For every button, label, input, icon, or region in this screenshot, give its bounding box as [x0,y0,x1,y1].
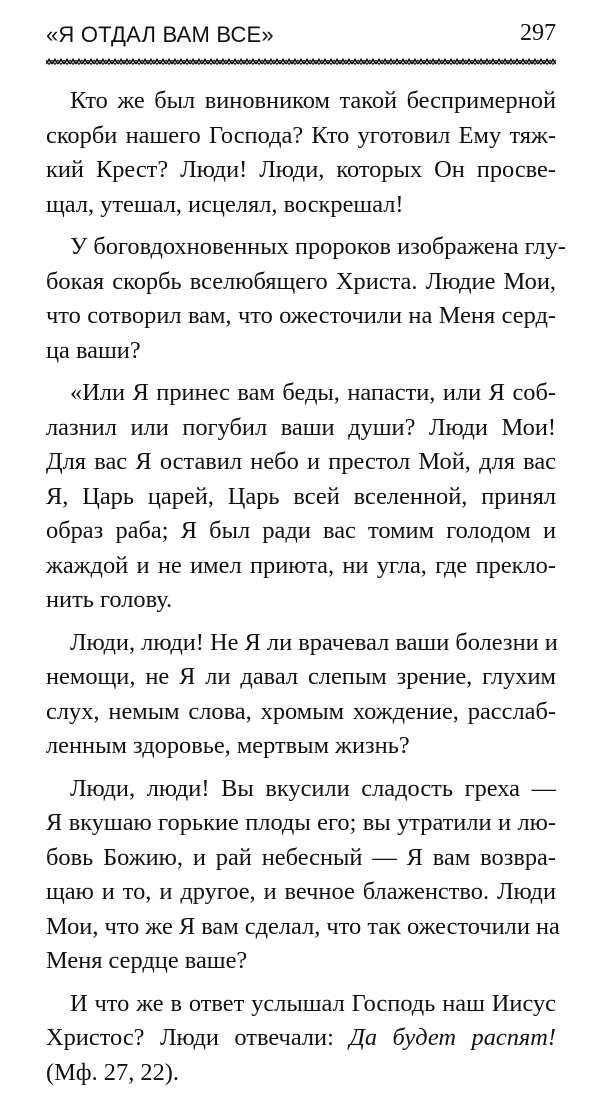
text-line: Я, Царь царей, Царь всей вселенной, принял [46,482,556,510]
text-line: Мои, что же Я вам сделал, что так ожесточили на [46,912,560,940]
text-line: Люди, люди! Вы вкусили сладость греха — [70,774,556,802]
text-line: И что же в ответ услышал Господь наш Иисус [70,989,556,1017]
page-number: 297 [520,20,556,46]
text-line: лазнил или погубил ваши души? Люди Мои! [46,413,556,441]
citation: (Мф. 27, 22). [46,1058,180,1086]
text-run: Христос? Люди отвечали: [46,1024,350,1051]
text-line: ца ваши? [46,336,141,364]
running-title: «Я ОТДАЛ ВАМ ВСЕ» [46,22,274,47]
text-line: бокая скорбь вселюбящего Христа. Людие Мои, [46,267,556,295]
text-line: образ раба; Я был ради вас томим голодом и [46,517,556,544]
paragraph [46,376,556,618]
text-line: Люди, люди! Не Я ли врачевал ваши болезни и [70,628,558,656]
paragraph [46,84,556,222]
text-line: Кто же был виновником такой беспримерной [70,87,556,114]
text-line: щаю и то, и другое, и вечное блаженство. Люди [46,878,556,905]
text-line: нить голову. [46,586,173,613]
text-line: щал, утешал, исцелял, воскрешал! [46,190,404,218]
italic-quote: Да будет распят! [349,1024,556,1051]
paragraph [46,230,566,368]
running-head [46,20,556,50]
paragraph [46,987,556,1091]
text-line: слух, немым слова, хромым хождение, расслаб- [46,697,556,725]
text-line: «Или Я принес вам беды, напасти, или Я соб- [70,379,556,406]
text-line: что сотворил вам, что ожесточили на Меня серд- [46,302,556,329]
text-line: бовь Божию, и рай небесный — Я вам возвра- [46,843,556,871]
text-line: Для вас Я оставил небо и престол Мой, для вас [46,448,556,475]
paragraph [46,626,556,764]
text-line: Я вкушаю горькие плоды его; вы утратили и лю- [46,809,556,836]
text-line: кий Крест? Люди! Люди, которых Он просве- [46,156,556,183]
body-text [46,84,566,1098]
text-line: ленным здоровье, мертвым жизнь? [46,732,410,759]
text-line: немощи, не Я ли давал слепым зрение, глухим [46,663,556,690]
paragraph [46,772,560,979]
text-line [46,1021,556,1056]
ornamental-rule [46,58,556,66]
text-line: жаждой и не имел приюта, ни угла, где прекло- [46,551,556,579]
text-line: У боговдохновенных пророков изображена глу- [70,233,566,260]
text-line: Меня сердце ваше? [46,947,248,974]
text-line: скорби нашего Господа? Кто уготовил Ему тяж- [46,121,556,149]
